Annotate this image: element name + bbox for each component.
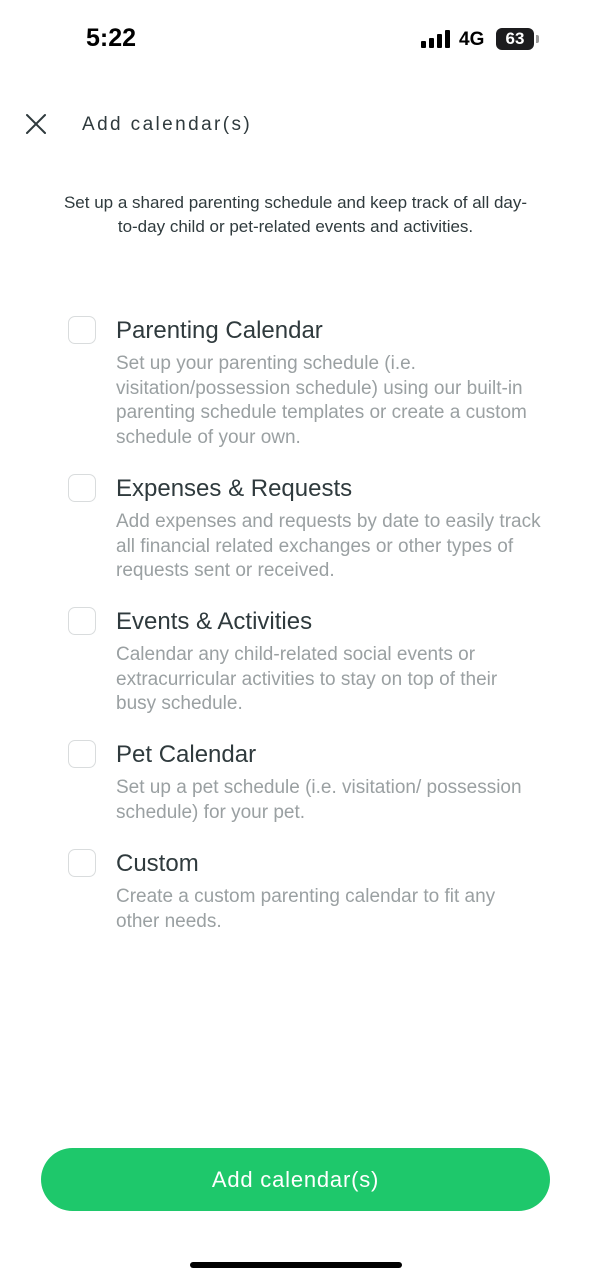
option-title: Events & Activities (116, 608, 313, 635)
checkbox[interactable] (68, 740, 96, 768)
option-description: Set up your parenting schedule (i.e. visitation/possession schedule) using our built-in parenting schedule templates or create a custom schedule of your own. (116, 353, 527, 448)
network-label: 4G (459, 29, 485, 50)
signal-icon (421, 30, 451, 48)
checkbox[interactable] (68, 849, 96, 877)
close-button[interactable] (22, 110, 50, 138)
checkbox[interactable] (68, 316, 96, 344)
page-title: Add calendar(s) (82, 114, 253, 135)
option-title: Expenses & Requests (116, 475, 353, 502)
option-title: Pet Calendar (116, 741, 257, 768)
option-description: Create a custom parenting calendar to fit any other needs. (116, 886, 496, 932)
battery-level: 63 (505, 29, 525, 48)
option-description: Add expenses and requests by date to easily track all financial related exchanges or other types of requests sent or received. (116, 511, 541, 581)
checkbox[interactable] (68, 474, 96, 502)
checkbox[interactable] (68, 607, 96, 635)
home-indicator[interactable] (190, 1262, 402, 1268)
status-time: 5:22 (86, 24, 137, 52)
intro-text: Set up a shared parenting schedule and keep track of all day-to-day child or pet-related events and activities. (63, 193, 528, 236)
battery-cap (536, 35, 539, 43)
status-bar (0, 0, 591, 80)
option-description: Calendar any child-related social events or extracurricular activities to stay on top of their busy schedule. (116, 644, 498, 714)
battery-icon (496, 28, 534, 50)
option-description: Set up a pet schedule (i.e. visitation/ possession schedule) for your pet. (116, 777, 522, 823)
add-calendars-button[interactable]: Add calendar(s) (41, 1148, 550, 1211)
option-title: Parenting Calendar (116, 317, 323, 344)
option-title: Custom (116, 850, 199, 877)
close-icon (22, 110, 50, 138)
